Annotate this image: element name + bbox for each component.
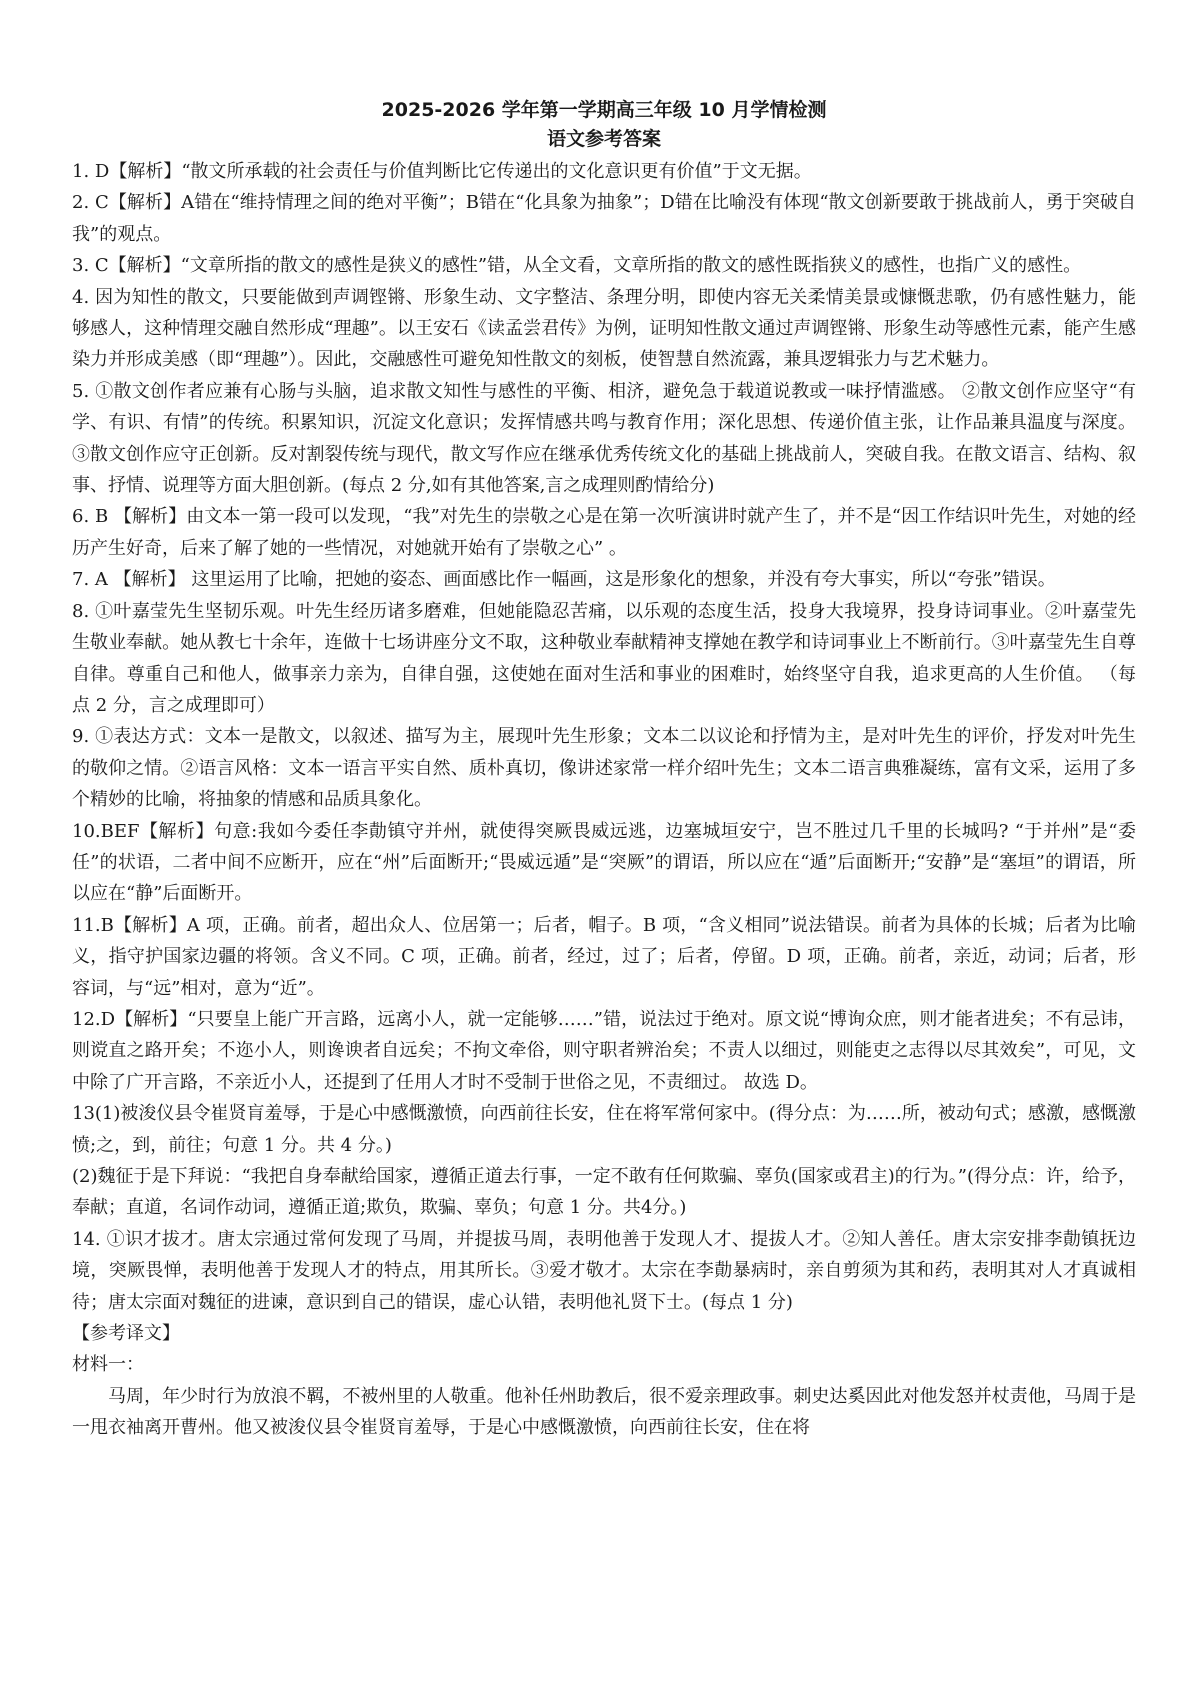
answer-7: 7. A 【解析】 这里运用了比喻，把她的姿态、画面感比作一幅画，这是形象化的想象，并没有夸大事实，所以“夸张”错误。	[72, 569, 1056, 591]
answer-13-part-1: 13(1)被浚仪县令崔贤肓羞辱，于是心中感慨激愤，向西前往长安，住在将军常何家中。(得分点：为……所，被动句式；感激，感慨激愤;之，到，前往；句意 1 分。共 4 分。)	[72, 1103, 1136, 1156]
translation-paragraph: 马周，年少时行为放浪不羁，不被州里的人敬重。他补任州助教后，很不爱亲理政事。刺史达奚因此对他发怒并杖责他，马周于是一甩衣袖离开曹州。他又被浚仪县令崔贤肓羞辱，于是心中感慨激愤，向西前往长安，住在将	[72, 1385, 1136, 1439]
answer-9: 9. ①表达方式：文本一是散文，以叙述、描写为主，展现叶先生形象；文本二以议论和抒情为主，是对叶先生的评价，抒发对叶先生的敬仰之情。②语言风格：文本一语言平实自然、质朴真切，像讲述家常一样介绍叶先生；文本二语言典雅凝练，富有文采，运用了多个精妙的比喻，将抽象的情感和品质具象化。	[72, 726, 1136, 811]
answer-4: 4. 因为知性的散文，只要能做到声调铿锵、形象生动、文字整洁、条理分明，即使内容无关柔情美景或慷慨悲歌，仍有感性魅力，能够感人，这种情理交融自然形成“理趣”。以王安石《读孟尝君传》为例，证明知性散文通过声调铿锵、形象生动等感性元素，能产生感染力并形成美感（即“理趣”）。因此，交融感性可避免知性散文的刻板，使智慧自然流露，兼具逻辑张力与艺术魅力。	[72, 286, 1136, 371]
answer-2: 2. C【解析】A错在“维持情理之间的绝对平衡”；B错在“化具象为抽象”；D错在比喻没有体现“散文创新要敢于挑战前人，勇于突破自我”的观点。	[72, 192, 1136, 245]
answer-10: 10.BEF【解析】句意:我如今委任李勣镇守并州，就使得突厥畏威远逃，边塞城垣安宁，岂不胜过几千里的长城吗? “于并州”是“委任”的状语，二者中间不应断开，应在“州”后面断开;“畏威远遁”是“突厥”的谓语，所以应在“遁”后面断开;“安静”是“塞垣”的谓语，所以应在“静”后面断开。	[72, 820, 1136, 905]
answer-13-part-2: (2)魏征于是下拜说：“我把自身奉献给国家，遵循正道去行事，一定不敢有任何欺骗、辜负(国家或君主)的行为。”(得分点：许，给予，奉献；直道，名词作动词，遵循正道;欺负，欺骗、辜负；句意 1 分。共4分。)	[72, 1166, 1136, 1219]
answer-12: 12.D【解析】“只要皇上能广开言路，远离小人，就一定能够……”错，说法过于绝对。原文说“博询众庶，则才能者进矣；不有忌讳，则谠直之路开矣；不迩小人，则谗谀者自远矣；不拘文牵俗，则守职者辨治矣；不责人以细过，则能吏之志得以尽其效矣”，可见，文中除了广开言路，不亲近小人，还提到了任用人才时不受制于世俗之见，不责细过。 故选 D。	[72, 1008, 1136, 1093]
answer-8: 8. ①叶嘉莹先生坚韧乐观。叶先生经历诸多磨难，但她能隐忍苦痛，以乐观的态度生活，投身大我境界，投身诗词事业。②叶嘉莹先生敬业奉献。她从教七十余年，连做十七场讲座分文不取，这种敬业奉献精神支撑她在教学和诗词事业上不断前行。③叶嘉莹先生自尊自律。尊重自己和他人，做事亲力亲为，自律自强，这使她在面对生活和事业的困难时，始终坚守自我，追求更高的人生价值。 （每点 2 分，言之成理即可）	[72, 600, 1136, 716]
answer-11: 11.B【解析】A 项，正确。前者，超出众人、位居第一；后者，帽子。B 项，“含义相同”说法错误。前者为具体的长城；后者为比喻义，指守护国家边疆的将领。含义不同。C 项，正确。前者，经过，过了；后者，停留。D 项，正确。前者，亲近，动词；后者，形容词，与“远”相对，意为“近”。	[72, 914, 1136, 999]
document-title: 2025-2026 学年第一学期高三年级 10 月学情检测	[381, 99, 827, 121]
answer-5: 5. ①散文创作者应兼有心肠与头脑，追求散文知性与感性的平衡、相济，避免急于载道说教或一味抒情滥感。 ②散文创作应坚守“有学、有识、有情”的传统。积累知识，沉淀文化意识；发挥情感共鸣与教育作用；深化思想、传递价值主张，让作品兼具温度与深度。 ③散文创作应守正创新。反对割裂传统与现代，散文写作应在继承优秀传统文化的基础上挑战前人，突破自我。在散文语言、结构、叙事、抒情、说理等方面大胆创新。(每点 2 分,如有其他答案,言之成理则酌情给分)	[72, 380, 1136, 497]
answer-6: 6. B 【解析】由文本一第一段可以发现，“我”对先生的崇敬之心是在第一次听演讲时就产生了，并不是“因工作结识叶先生，对她的经历产生好奇，后来了解了她的一些情况，对她就开始有了崇敬之心” 。	[72, 506, 1136, 559]
translation-material-label: 材料一：	[72, 1354, 144, 1376]
answer-14: 14. ①识才拔才。唐太宗通过常何发现了马周，并提拔马周，表明他善于发现人才、提拔人才。②知人善任。唐太宗安排李勣镇抚边境，突厥畏惮，表明他善于发现人才的特点，用其所长。③爱才敬才。太宗在李勣暴病时，亲自剪须为其和药，表明其对人才真诚相待；唐太宗面对魏征的进谏，意识到自己的错误，虚心认错，表明他礼贤下士。(每点 1 分)	[72, 1228, 1136, 1313]
translation-heading: 【参考译文】	[72, 1323, 180, 1345]
answers-section	[72, 156, 1136, 1444]
answer-1: 1. D【解析】“散文所承载的社会责任与价值判断比它传递出的文化意识更有价值”于文无据。	[72, 161, 812, 182]
document-subtitle: 语文参考答案	[546, 128, 661, 150]
answer-3: 3. C【解析】“文章所指的散文的感性是狭义的感性”错，从全文看，文章所指的散文的感性既指狭义的感性，也指广义的感性。	[72, 255, 1082, 277]
